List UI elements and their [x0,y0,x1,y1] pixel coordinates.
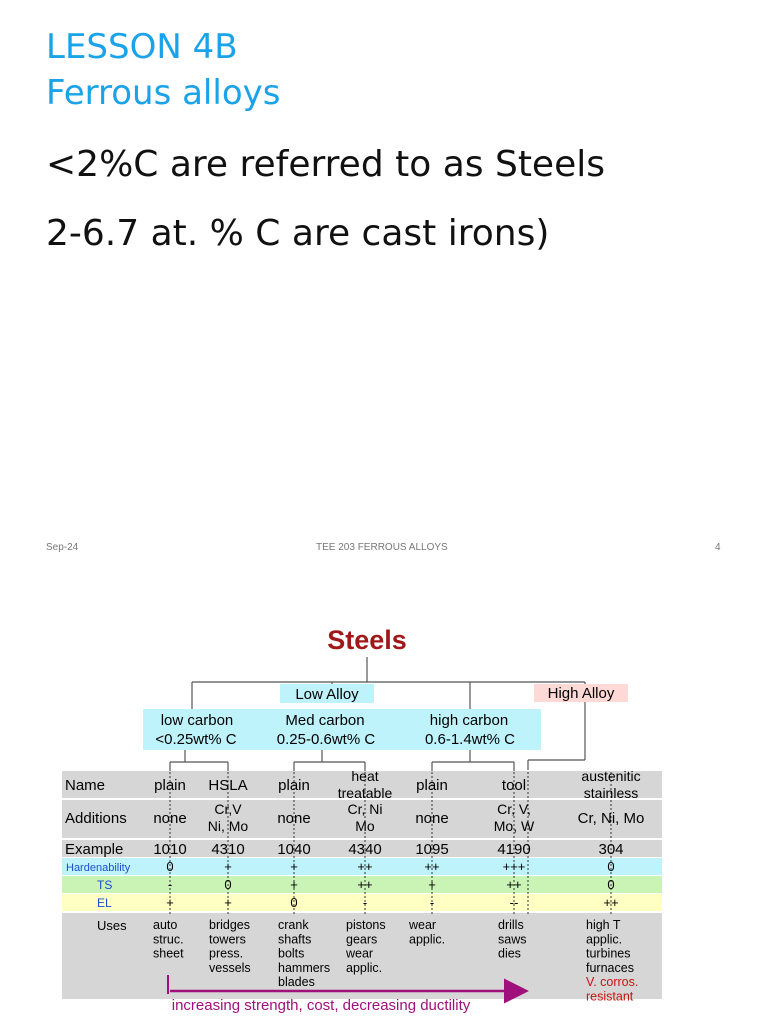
uses-cell: vessels [209,960,251,975]
row-label-example: Example [65,841,124,858]
high-alloy-label: High Alloy [547,685,615,702]
uses-cell: wear [346,946,374,961]
el-cell: -- [509,895,519,910]
uses-cell: saws [498,932,527,947]
uses-cell: auto [153,918,178,932]
uses-cell-highlight: resistant [586,989,634,1004]
steel-example-cell: 4310 [211,841,245,858]
steel-additions-cell: none [415,810,449,827]
steel-additions-cell: none [153,810,187,827]
uses-cell: hammers [278,960,331,975]
row-label-name: Name [65,777,106,794]
uses-cell: dies [498,946,521,961]
steel-name-cell: plain [416,777,448,794]
high-carbon-label: high carbon [429,712,509,729]
steel-additions-cell: Mo [355,818,375,834]
row-label-additions: Additions [65,810,127,827]
ts-cell: + [290,877,298,892]
steel-name-cell: plain [154,777,186,794]
uses-cell: furnaces [586,960,634,975]
hardenability-cell: + [224,859,232,874]
steel-additions-cell: Cr, Ni [347,801,383,817]
footer-date: Sep-24 [46,542,79,553]
el-cell: + [224,895,232,910]
uses-cell: wear [409,918,437,932]
el-cell: + [166,895,174,910]
uses-cell: pistons [346,918,386,932]
el-cell: - [362,895,368,910]
steel-additions-cell: Ni, Mo [207,818,249,834]
hardenability-cell: 0 [607,859,615,874]
uses-cell: shafts [278,932,312,947]
ts-cell: ++ [357,877,373,892]
hardenability-cell: 0 [166,859,174,874]
bullet-cast-irons: 2-6.7 at. % C are cast irons) [46,213,550,254]
ts-cell: + [428,877,436,892]
ts-cell: 0 [607,877,615,892]
ts-cell: - [167,877,173,892]
steel-example-cell: 304 [598,841,624,858]
row-label-ts: TS [97,878,113,892]
steel-example-cell: 1040 [277,841,311,858]
steel-example-cell: 4340 [348,841,382,858]
med-carbon-label: Med carbon [285,712,365,729]
title-line-1: LESSON 4B [46,27,238,67]
steel-additions-cell: Cr, V, [497,801,531,817]
el-cell: ++ [603,895,619,910]
uses-cell: sheet [153,946,184,961]
hardenability-cell: +++ [502,859,526,874]
el-cell: - [429,895,435,910]
low-alloy-label: Low Alloy [295,686,359,703]
uses-cell: applic. [346,960,383,975]
uses-cell: applic. [586,932,623,947]
uses-cell: bolts [278,946,305,961]
uses-cell: drills [498,918,524,932]
uses-cell: turbines [586,946,631,961]
uses-cell: blades [278,975,315,990]
steel-example-cell: 1095 [415,841,449,858]
footer-page-number: 4 [715,542,721,553]
steel-name-cell: treatable [337,785,393,801]
steel-additions-cell: none [277,810,311,827]
steel-name-cell: stainless [583,785,639,801]
hardenability-cell: ++ [357,859,373,874]
row-label-hardenability: Hardenability [66,862,131,874]
steel-name-cell: heat [351,768,379,784]
uses-cell: applic. [409,932,446,947]
low-carbon-range: <0.25wt% C [155,731,237,748]
uses-cell: bridges [209,918,250,932]
row-label-uses: Uses [97,918,127,933]
footer-course: TEE 203 FERROUS ALLOYS [316,542,448,553]
uses-cell: press. [209,946,244,961]
high-carbon-range: 0.6-1.4wt% C [424,731,516,748]
bullet-steels: <2%C are referred to as Steels [46,144,605,185]
steel-example-cell: 1010 [153,841,187,858]
steel-name-cell: HSLA [208,777,248,794]
hardenability-cell: ++ [424,859,440,874]
steel-name-cell: tool [501,777,527,794]
uses-cell: towers [209,932,246,947]
el-cell: 0 [290,895,298,910]
steel-example-cell: 4190 [497,841,531,858]
steel-additions-cell: Cr, Ni, Mo [577,810,645,827]
ts-cell: 0 [224,877,232,892]
uses-cell: high T [586,918,621,932]
row-label-el: EL [97,896,112,910]
low-carbon-label: low carbon [160,712,234,729]
uses-cell: crank [278,918,309,932]
uses-cell: struc. [153,932,184,947]
steel-name-cell: plain [278,777,310,794]
uses-cell: gears [346,932,378,947]
uses-cell-highlight: V. corros. [586,975,639,990]
figure-title: Steels [327,625,407,655]
arrow-label: increasing strength, cost, decreasing ductility [171,997,471,1014]
med-carbon-range: 0.25-0.6wt% C [276,731,376,748]
title-line-2: Ferrous alloys [46,73,281,113]
steel-additions-cell: Cr,V [214,801,242,817]
steel-name-cell: austenitic [581,768,641,784]
ts-cell: ++ [506,877,522,892]
hardenability-cell: + [290,859,298,874]
steel-additions-cell: Mo, W [493,818,535,834]
